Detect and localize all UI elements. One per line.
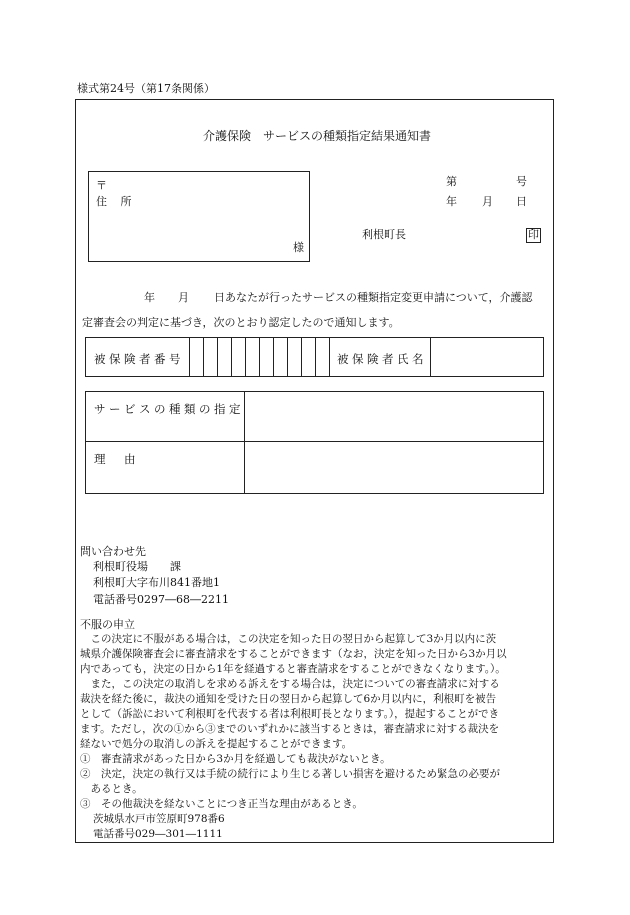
- insured-number-digit-cell[interactable]: [246, 338, 260, 377]
- agency-address: 茨城県水戸市笠原町978番6: [93, 813, 225, 825]
- insured-number-digit-cell[interactable]: [190, 338, 204, 377]
- insured-table: [85, 337, 544, 377]
- insured-number-digit-cell[interactable]: [316, 338, 330, 377]
- appeal-item: あるとき。: [80, 783, 143, 795]
- service-table: [85, 391, 544, 494]
- insured-number-label: 被保険者番号: [94, 351, 184, 366]
- appeal-p1-line: この決定に不服がある場合は，この決定を知った日の翌日から起算して3か月以内に茨: [80, 633, 497, 645]
- contact-heading: 問い合わせ先: [80, 545, 146, 558]
- honorific: 様: [293, 241, 304, 254]
- body-line-2: 定審査会の判定に基づき，次のとおり認定したので通知します。: [82, 316, 400, 329]
- appeal-item: ② 決定，決定の執行又は手続の続行により生じる著しい損害を避けるため緊急の必要が: [80, 768, 500, 780]
- appeal-p1-line: 城県介護保険審査会に審査請求をすることができます（なお，決定を知った日から3か月以: [80, 648, 507, 660]
- issue-day: 日: [516, 195, 527, 208]
- body-line-1: 日あなたが行ったサービスの種類指定変更申請について，介護認: [214, 291, 533, 304]
- insured-number-digit-cell[interactable]: [218, 338, 232, 377]
- body-month: 月: [178, 291, 189, 304]
- address-label: 住 所: [96, 195, 137, 208]
- appeal-p1-line: 内であっても，決定の日から1年を経過すると審査請求をすることができなくなります。）。: [80, 663, 506, 675]
- designation-label: サービスの種類の指定: [94, 402, 244, 416]
- insured-number-digit-cell[interactable]: [288, 338, 302, 377]
- issue-year: 年: [446, 195, 457, 208]
- appeal-p2-line: 裁決を経た後に，裁決の通知を受けた日の翌日から起算して6か月以内に，利根町を被告: [80, 693, 497, 705]
- reason-label: 理 由: [94, 452, 139, 466]
- appeal-item: ③ その他裁決を経ないことにつき正当な理由があるとき。: [80, 798, 363, 810]
- insured-name-cell[interactable]: [431, 338, 544, 377]
- contact-phone: 電話番号0297―68―2211: [93, 593, 229, 606]
- insured-name-label-cell: [330, 338, 431, 377]
- insured-number-digit-cell[interactable]: [260, 338, 274, 377]
- issuer-name: 利根町長: [362, 228, 406, 241]
- appeal-item: ① 審査請求があった日から3か月を経過しても裁決がないとき。: [80, 753, 391, 765]
- appeal-p2-line: ます。ただし，次の①から③までのいずれかに該当するときは，審査請求に対する裁決を: [80, 723, 500, 735]
- appeal-p2-line: また，この決定の取消しを求める訴えをする場合は，決定についての審査請求に対する: [80, 678, 500, 690]
- reason-label-cell: [86, 442, 245, 494]
- appeal-p2-line: 経ないで処分の取消しの訴えを提起することができます。: [80, 738, 353, 750]
- designation-cell[interactable]: [245, 392, 544, 442]
- seal-mark: 印: [528, 228, 539, 241]
- appeal-p2-line: として（訴訟において利根町を代表する者は利根町長となります。），提起することができ: [80, 708, 500, 720]
- reason-cell[interactable]: [245, 442, 544, 494]
- contact-office: 利根町役場 課: [93, 560, 181, 573]
- number-prefix: 第: [446, 175, 457, 188]
- postal-mark: 〒: [96, 179, 107, 192]
- insured-number-digit-cell[interactable]: [232, 338, 246, 377]
- insured-number-digit-cell[interactable]: [204, 338, 218, 377]
- insured-number-label-cell: [86, 338, 190, 377]
- form-number: 様式第24号（第17条関係）: [77, 82, 215, 95]
- insured-name-label: 被保険者氏名: [337, 351, 427, 366]
- address-box: [88, 171, 310, 262]
- issue-month: 月: [482, 195, 493, 208]
- contact-address: 利根町大字布川841番地1: [93, 576, 220, 589]
- body-year: 年: [144, 291, 155, 304]
- insured-number-digit-cell[interactable]: [274, 338, 288, 377]
- designation-label-cell: [86, 392, 245, 442]
- number-suffix: 号: [516, 175, 527, 188]
- agency-phone: 電話番号029―301―1111: [93, 828, 223, 840]
- appeal-heading: 不服の申立: [80, 618, 135, 631]
- page-title: 介護保険 サービスの種類指定結果通知書: [203, 129, 432, 143]
- insured-number-digit-cell[interactable]: [302, 338, 316, 377]
